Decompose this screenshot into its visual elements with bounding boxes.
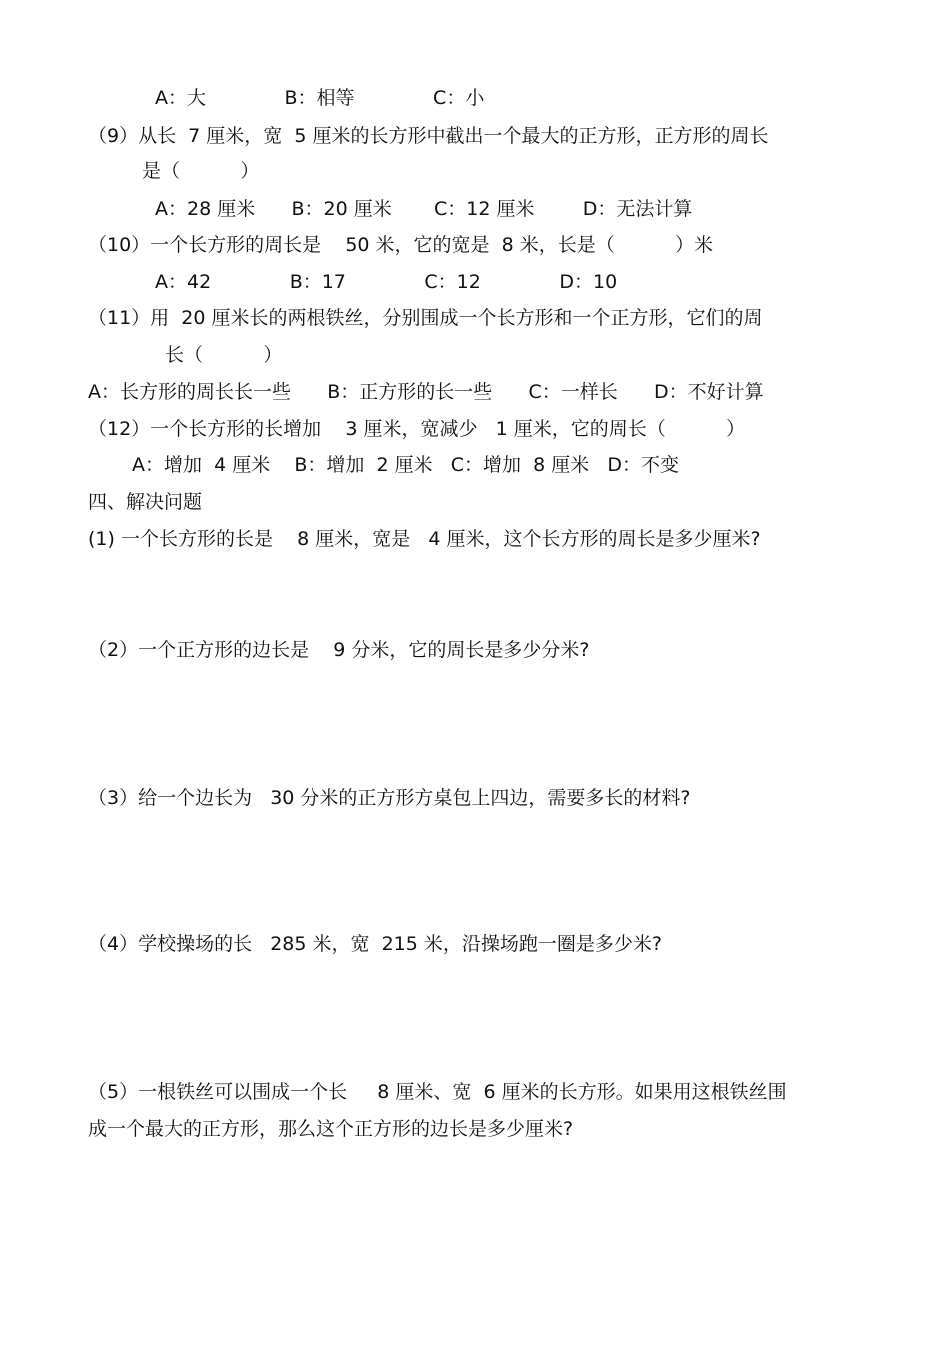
problem-5-line1: （5）一根铁丝可以围成一个长 8 厘米、宽 6 厘米的长方形。如果用这根铁丝围 xyxy=(88,1081,787,1103)
problem-5-line2: 成一个最大的正方形，那么这个正方形的边长是多少厘米? xyxy=(88,1118,574,1140)
q8-options: A：大 B：相等 C：小 xyxy=(155,87,485,109)
q12-options: A：增加 4 厘米 B：增加 2 厘米 C：增加 8 厘米 D：不变 xyxy=(132,454,679,476)
problem-4: （4）学校操场的长 285 米，宽 215 米，沿操场跑一圈是多少米? xyxy=(88,933,662,955)
problem-3: （3）给一个边长为 30 分米的正方形方桌包上四边，需要多长的材料? xyxy=(88,787,691,809)
q9-options: A：28 厘米 B：20 厘米 C：12 厘米 D：无法计算 xyxy=(155,198,693,220)
q12-stem: （12）一个长方形的长增加 3 厘米，宽减少 1 厘米，它的周长（ ） xyxy=(88,418,746,440)
q9-stem-line2: 是（ ） xyxy=(142,160,260,182)
q10-options: A：42 B：17 C：12 D：10 xyxy=(155,271,618,293)
q10-stem: （10）一个长方形的周长是 50 米，它的宽是 8 米，长是（ ）米 xyxy=(88,234,714,256)
q11-stem-line1: （11）用 20 厘米长的两根铁丝，分别围成一个长方形和一个正方形，它们的周 xyxy=(88,307,763,329)
problem-1: (1) 一个长方形的长是 8 厘米，宽是 4 厘米，这个长方形的周长是多少厘米? xyxy=(88,528,761,550)
problem-2: （2）一个正方形的边长是 9 分米，它的周长是多少分米? xyxy=(88,639,590,661)
section-heading: 四、解决问题 xyxy=(88,491,203,513)
q11-options: A：长方形的周长长一些 B：正方形的长一些 C：一样长 D：不好计算 xyxy=(88,381,764,403)
q11-stem-line2: 长（ ） xyxy=(165,344,283,366)
q9-stem-line1: （9）从长 7 厘米，宽 5 厘米的长方形中截出一个最大的正方形，正方形的周长 xyxy=(88,125,769,147)
